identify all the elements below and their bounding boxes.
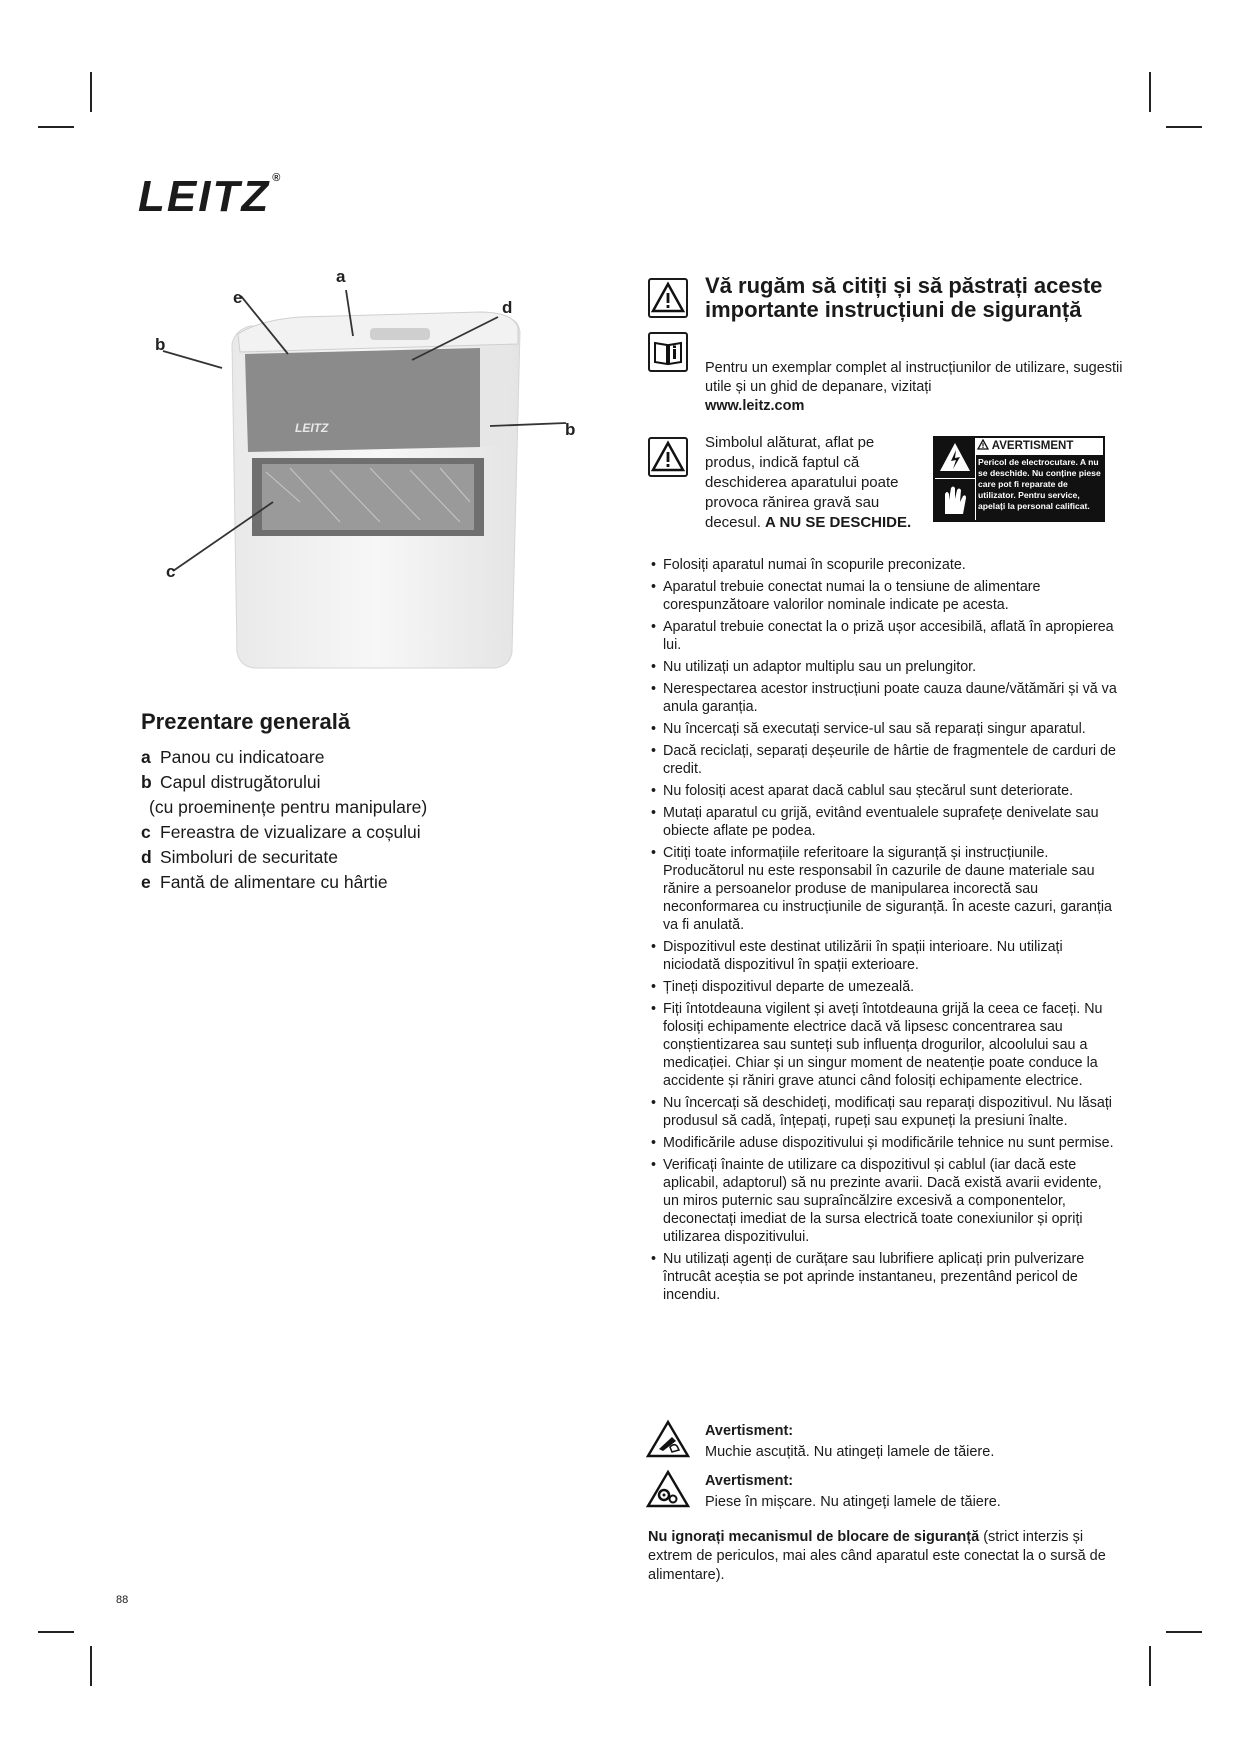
shredder-illustration xyxy=(140,272,590,712)
crop-mark xyxy=(1149,1646,1151,1686)
safety-intro: Pentru un exemplar complet al instrucțiunilor de utilizare, sugestii utile și un ghid de depanare, vizitați www.leitz.com xyxy=(705,359,1135,416)
overview-item: c Fereastra de vizualizare a coșului xyxy=(141,822,421,842)
crop-mark xyxy=(1166,1631,1202,1633)
rule-item: • Modificările aduse dispozitivului și modificările tehnice nu sunt permise. xyxy=(651,1134,1121,1152)
front-panel-grey xyxy=(245,348,480,452)
rule-item: • Aparatul trebuie conectat numai la o tensiune de alimentare corespunzătoare valorilor nominale indicate pe acesta. xyxy=(651,578,1121,614)
electric-warning-label xyxy=(933,436,1105,522)
callout-a: a xyxy=(336,272,346,286)
rule-item: • Țineți dispozitivul departe de umezeală. xyxy=(651,978,1121,996)
rule-item: • Aparatul trebuie conectat la o priză ușor accesibilă, aflată în apropierea lui. xyxy=(651,618,1121,654)
rule-item: • Nu încercați să executați service-ul sau să reparați singur aparatul. xyxy=(651,720,1121,738)
crop-mark xyxy=(1149,72,1151,112)
rule-item: • Mutați aparatul cu grijă, evitând eventualele suprafețe denivelate sau obiecte aflate pe podea. xyxy=(651,804,1121,840)
label-icons xyxy=(935,438,975,520)
safety-rules-list xyxy=(651,556,1121,1308)
label-text: Pericol de electrocutare. A nu se deschide. Nu conține piese care pot fi reparate de utilizator. Pentru service, apelați la personal calificat. xyxy=(976,455,1103,520)
rule-item: • Nu utilizați agenți de curățare sau lubrifiere aplicați prin pulverizare întrucât aceștia se pot aprinde instantaneu, prezentând pericol de incendiu. xyxy=(651,1250,1121,1304)
rule-item: • Nerespectarea acestor instrucțiuni poate cauza daune/vătămări și vă va anula garanția. xyxy=(651,680,1121,716)
callout-e: e xyxy=(233,288,243,307)
warning-title: Avertisment: xyxy=(705,1423,794,1439)
overview-item: d Simboluri de securitate xyxy=(141,847,338,867)
control-panel xyxy=(370,328,430,340)
rule-item: • Fiți întotdeauna vigilent și aveți întotdeauna grijă la ceea ce faceți. Nu folosiți echipamente electrice dacă vă lipsesc concentrarea sau conștientizarea sau sunteți sub influența drogurilor, alcoolului sau a medicației. Chiar și un singur moment de neatenție poate conduce la accidente și răniri grave atunci când folosiți echipamente electrice. xyxy=(651,1000,1121,1090)
website-link[interactable]: www.leitz.com xyxy=(705,398,805,414)
crop-mark xyxy=(90,1646,92,1686)
callout-b-right: b xyxy=(565,420,576,439)
overview-item: b Capul distrugătorului xyxy=(141,772,321,792)
symbol-explanation: Simbolul alăturat, aflat pe produs, indică faptul că deschiderea aparatului poate provoca rănirea gravă sau decesul. A NU SE DESCHIDE. xyxy=(705,434,912,531)
brand-logo xyxy=(138,172,282,222)
warning-triangle-icon xyxy=(648,278,688,318)
crop-mark xyxy=(1166,126,1202,128)
crop-mark xyxy=(90,72,92,112)
overview-list xyxy=(141,745,581,895)
overview-item: a Panou cu indicatoare xyxy=(141,747,325,767)
overview-item: e Fantă de alimentare cu hârtie xyxy=(141,872,388,892)
page-number: 88 xyxy=(116,1594,129,1606)
warning-text: Piese în mișcare. Nu atingeți lamele de tăiere. xyxy=(705,1494,1001,1510)
brand-name: LEITZ xyxy=(138,172,271,221)
crop-mark xyxy=(38,1631,74,1633)
rule-item: • Dispozitivul este destinat utilizării în spații interioare. Nu utilizați niciodată dispozitivul în spații exterioare. xyxy=(651,938,1121,974)
rule-item: • Citiți toate informațiile referitoare la siguranță și instrucțiunile. Producătorul nu este responsabil în cazurile de daune materiale sau rănire a persoanelor produse de manipularea incorectă sau neconformarea cu instrucțiunile de siguranță. În aceste cazuri, garanția va fi anulată. xyxy=(651,844,1121,934)
small-warning-icon xyxy=(977,439,989,450)
callout-b-top: b xyxy=(155,335,166,354)
warning-triangle-icon xyxy=(648,437,688,477)
sharp-edge-warning-icon xyxy=(646,1419,690,1459)
device-logo: LEITZ xyxy=(295,421,329,435)
final-note: Nu ignorați mecanismul de blocare de siguranță (strict interzis și extrem de periculos, mai ales când aparatul este conectat la o sursă de alimentare). xyxy=(648,1529,1106,1583)
rule-item: • Folosiți aparatul numai în scopurile preconizate. xyxy=(651,556,1121,574)
warning-text: Muchie ascuțită. Nu atingeți lamele de tăiere. xyxy=(705,1444,995,1460)
registered-mark: ® xyxy=(272,172,283,184)
overview-item-note: (cu proeminențe pentru manipulare) xyxy=(149,797,428,817)
crop-mark xyxy=(38,126,74,128)
label-header: AVERTISMENT xyxy=(977,439,1073,452)
safety-title: Vă rugăm să citiți și să păstrați aceste importante instrucțiuni de siguranță xyxy=(705,273,1103,322)
rule-item: • Dacă reciclați, separați deșeurile de hârtie de fragmentele de carduri de credit. xyxy=(651,742,1121,778)
do-not-open: A NU SE DESCHIDE. xyxy=(765,514,912,531)
manual-book-icon xyxy=(648,332,688,372)
rule-item: • Nu folosiți acest aparat dacă cablul sau ștecărul sunt deteriorate. xyxy=(651,782,1121,800)
rule-item: • Nu încercați să deschideți, modificați sau reparați dispozitivul. Nu lăsați produsul să cadă, înțepați, rupeți sau expuneți la presiuni înalte. xyxy=(651,1094,1121,1130)
warning-title: Avertisment: xyxy=(705,1473,794,1489)
front-panel-side xyxy=(480,346,512,447)
moving-parts-warning-icon xyxy=(646,1469,690,1509)
rule-item: • Verificați înainte de utilizare ca dispozitivul și cablul (iar dacă este aplicabil, adaptorul) să nu prezinte avarii. Dacă există avarii evidente, un miros puternic sau supraîncălzire excesivă a componentelor, deconectați imediat de la sursa electrică toate conexiunilor și opriți utilizarea dispozitivului. xyxy=(651,1156,1121,1246)
overview-title: Prezentare generală xyxy=(141,709,351,734)
callout-d: d xyxy=(502,298,513,317)
callout-c: c xyxy=(166,562,176,581)
rule-item: • Nu utilizați un adaptor multiplu sau un prelungitor. xyxy=(651,658,1121,676)
